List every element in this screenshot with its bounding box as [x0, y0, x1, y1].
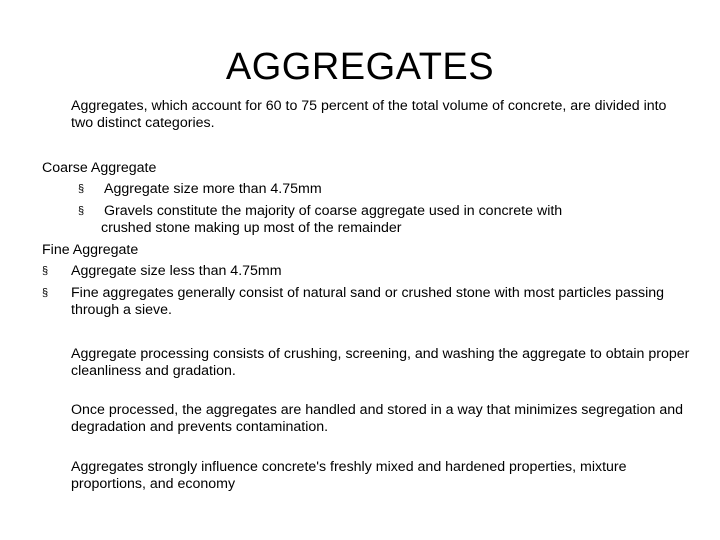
bullet-marker-icon: §: [42, 265, 49, 277]
bullet-marker-icon: §: [78, 183, 85, 195]
intro-paragraph: Aggregates, which account for 60 to 75 percent of the total volume of concrete, are divided into two distinct categories.: [71, 98, 667, 131]
coarse-bullet-text: Gravels constitute the majority of coarse aggregate used in concrete with: [104, 203, 563, 219]
influence-paragraph: Aggregates strongly influence concrete's freshly mixed and hardened properties, mixture proportions, and economy: [71, 459, 627, 492]
fine-bullet-item: [42, 263, 682, 280]
coarse-aggregate-heading: Coarse Aggregate: [42, 160, 157, 176]
coarse-bullet-item: [78, 203, 678, 237]
fine-aggregate-heading: Fine Aggregate: [42, 242, 139, 258]
bullet-marker-icon: §: [42, 287, 49, 299]
handling-paragraph: Once processed, the aggregates are handled and stored in a way that minimizes segregation and degradation and prevents contamination.: [71, 402, 684, 435]
fine-bullet-text: Fine aggregates generally consist of natural sand or crushed stone with most particles passing through a sieve.: [71, 285, 665, 318]
fine-bullet-item: [42, 285, 682, 319]
fine-bullet-text: Aggregate size less than 4.75mm: [71, 263, 282, 279]
coarse-bullet-text: Aggregate size more than 4.75mm: [104, 181, 322, 197]
bullet-marker-icon: §: [78, 205, 85, 217]
coarse-bullet-item: [78, 181, 678, 198]
slide-title: AGGREGATES: [225, 46, 495, 88]
processing-paragraph: Aggregate processing consists of crushing, screening, and washing the aggregate to obtain proper cleanliness and gradation.: [71, 346, 690, 379]
coarse-bullet-continuation: crushed stone making up most of the remainder: [101, 220, 402, 236]
